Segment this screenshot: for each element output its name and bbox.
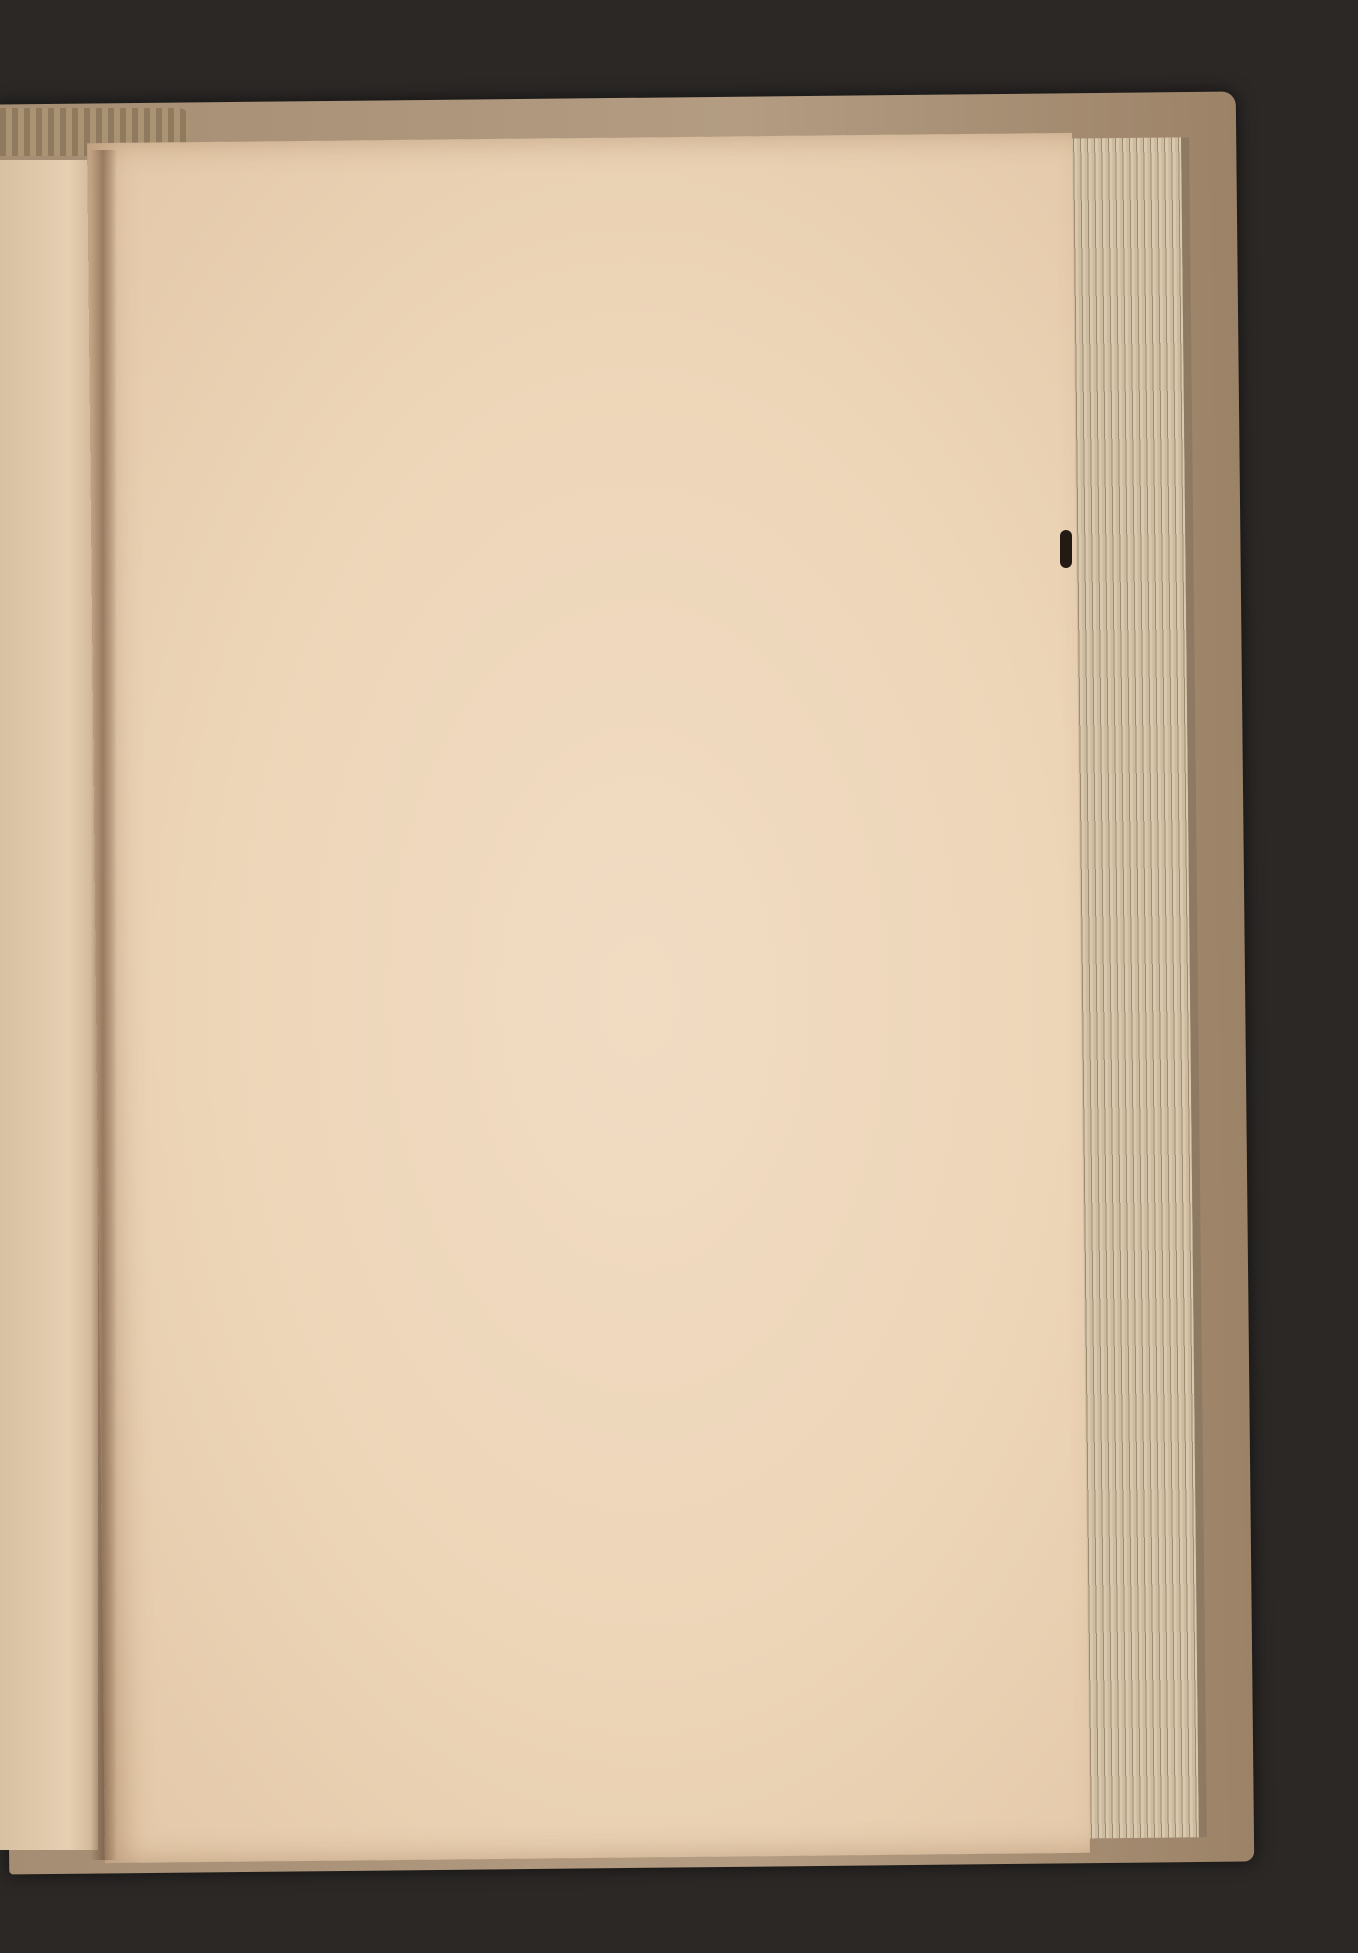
gutter-shadow [90,150,116,1860]
left-page [0,160,98,1850]
page-mark [1060,530,1072,568]
right-page [87,133,1090,1863]
